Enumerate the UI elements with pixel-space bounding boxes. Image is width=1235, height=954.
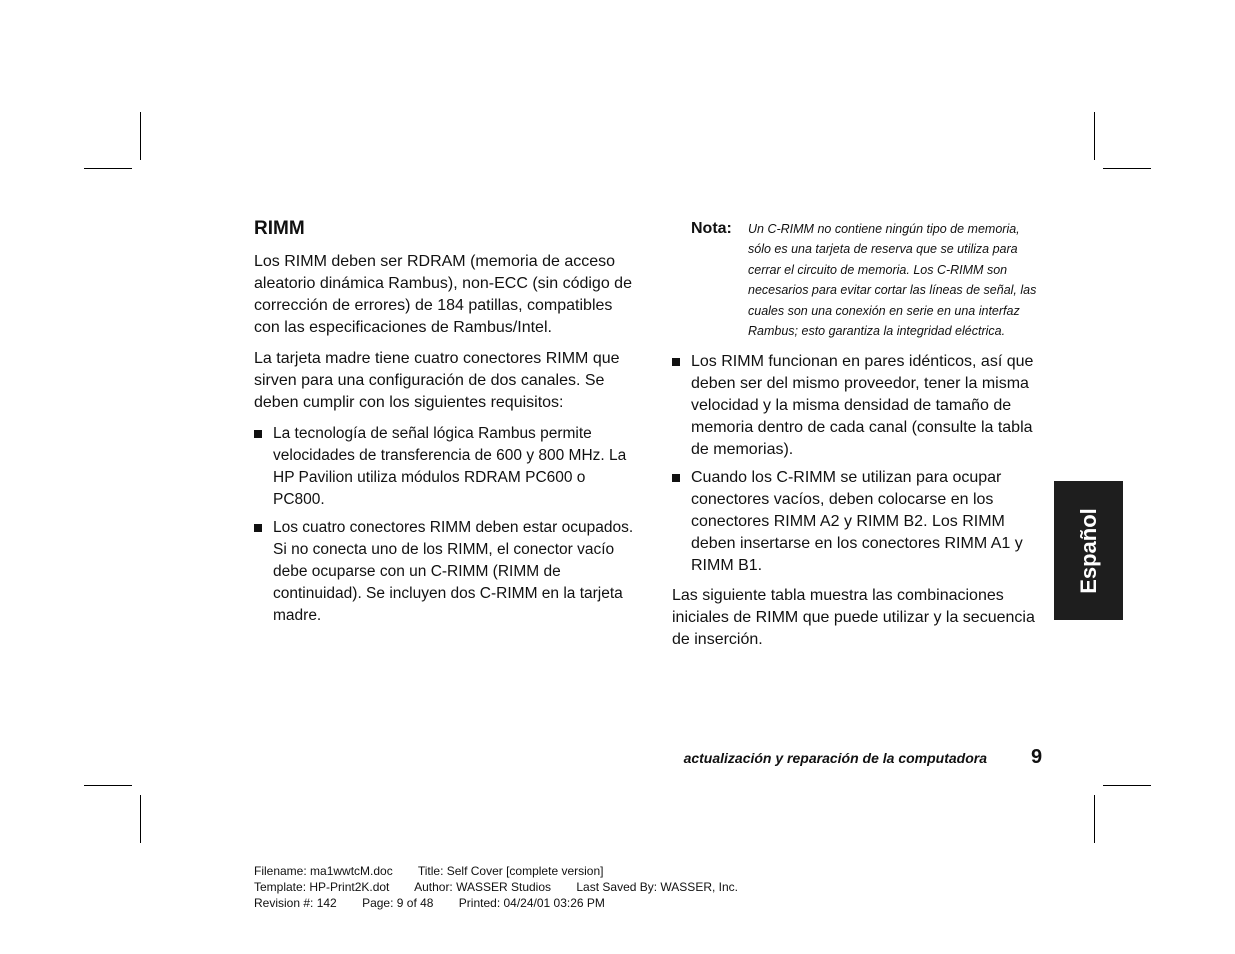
crop-mark [1103, 785, 1151, 786]
document-metadata [254, 863, 760, 911]
meta-printed: Printed: 04/24/01 03:26 PM [458, 896, 605, 910]
language-tab [1054, 481, 1123, 620]
meta-author: Author: WASSER Studios [414, 880, 552, 894]
metadata-row [254, 895, 760, 911]
meta-template: Template: HP-Print2K.dot [254, 880, 390, 894]
list-item [254, 517, 634, 627]
footer-title: actualización y reparación de la computadora [683, 750, 987, 766]
crop-mark [84, 785, 132, 786]
right-column [672, 218, 1044, 660]
bullet-square-icon [254, 524, 262, 532]
crop-mark [1103, 168, 1151, 169]
bullet-square-icon [672, 358, 680, 366]
note-text: Un C-RIMM no contiene ningún tipo de memoria, sólo es una tarjeta de reserva que se utiliza para cerrar el circuito de memoria. Los C-RIMM son necesarios para evitar cortar las líneas de señal, las cuales son una conexión en serie en una interfaz Rambus; esto garantiza la integridad eléctrica. [748, 222, 1037, 339]
crop-mark [1094, 112, 1095, 160]
meta-revision: Revision #: 142 [254, 896, 337, 910]
meta-title: Title: Self Cover [complete version] [417, 864, 604, 878]
crop-mark [1094, 795, 1095, 843]
meta-page: Page: 9 of 48 [362, 896, 434, 910]
crop-mark [140, 112, 141, 160]
section-heading: RIMM [254, 218, 305, 239]
list-item [672, 351, 1044, 461]
crop-mark [140, 795, 141, 843]
paragraph: Los RIMM deben ser RDRAM (memoria de acceso aleatorio dinámica Rambus), non-ECC (sin código de corrección de errores) de 184 patillas, compatibles con las especificaciones de Rambus/Intel. [254, 253, 632, 336]
bullet-list [254, 423, 634, 627]
note-block [672, 218, 1044, 341]
language-tab-label: Español [1075, 507, 1101, 594]
metadata-row [254, 863, 760, 879]
paragraph: La tarjeta madre tiene cuatro conectores RIMM que sirven para una configuración de dos canales. Se deben cumplir con los siguientes requisitos: [254, 350, 620, 411]
list-item [254, 423, 634, 511]
crop-mark [84, 168, 132, 169]
bullet-square-icon [672, 474, 680, 482]
paragraph: Las siguiente tabla muestra las combinaciones iniciales de RIMM que puede utilizar y la secuencia de inserción. [672, 587, 1035, 649]
list-item-text: Los cuatro conectores RIMM deben estar ocupados. Si no conecta uno de los RIMM, el conector vacío debe ocuparse con un C-RIMM (RIMM de continuidad). Se incluyen dos C-RIMM en la tarjeta madre. [273, 519, 634, 624]
meta-filename: Filename: ma1wwtcM.doc [254, 864, 393, 878]
list-item-text: Los RIMM funcionan en pares idénticos, así que deben ser del mismo proveedor, tener la misma velocidad y la misma densidad de tamaño de memoria dentro de cada canal (consulte la tabla de memorias). [691, 353, 1034, 459]
meta-last-saved: Last Saved By: WASSER, Inc. [576, 880, 738, 894]
bullet-square-icon [254, 430, 262, 438]
list-item [672, 467, 1044, 577]
bullet-list [672, 351, 1044, 577]
note-label: Nota: [691, 220, 732, 237]
metadata-row [254, 879, 760, 895]
page-number: 9 [1031, 746, 1043, 768]
list-item-text: La tecnología de señal lógica Rambus permite velocidades de transferencia de 600 y 800 MHz. La HP Pavilion utiliza módulos RDRAM PC600 o PC800. [273, 425, 627, 508]
left-column [254, 251, 634, 635]
list-item-text: Cuando los C-RIMM se utilizan para ocupar conectores vacíos, deben colocarse en los conectores RIMM A2 y RIMM B2. Los RIMM deben insertarse en los conectores RIMM A1 y RIMM B1. [691, 469, 1023, 575]
